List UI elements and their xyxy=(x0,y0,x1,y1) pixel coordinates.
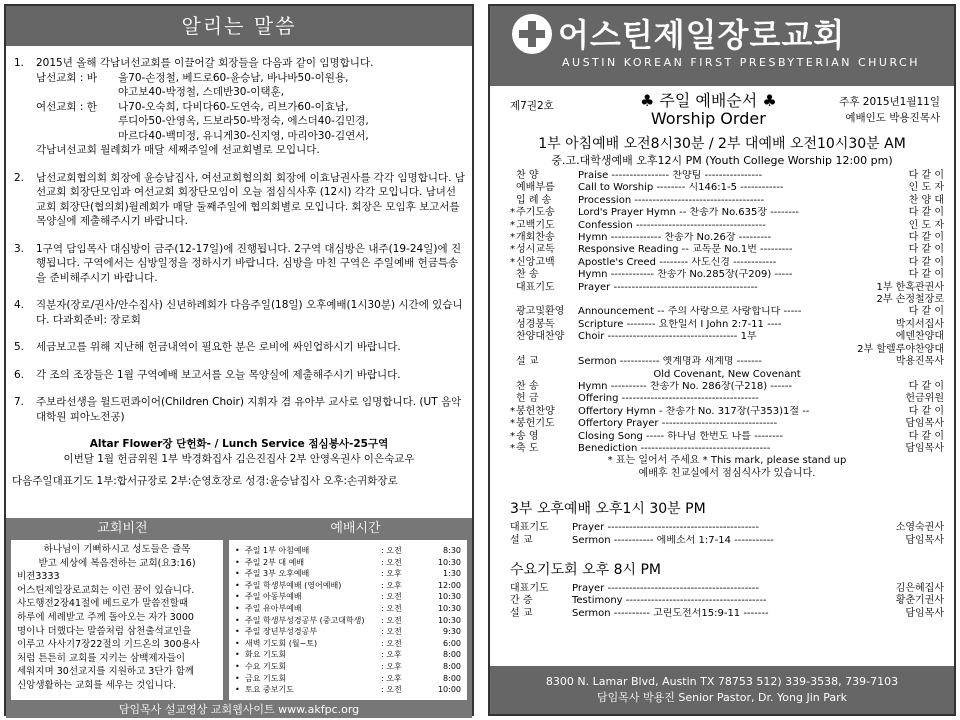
vision-line: 사도행전2장41절에 베드로가 말씀전할때 xyxy=(17,598,189,610)
men-line: 울70-손정철, 베드로60-윤승남, 바나바50-이원용, xyxy=(118,71,349,84)
announcements-panel xyxy=(4,4,474,716)
sermon-title-en: Old Covenant, New Covenant xyxy=(653,368,801,380)
order-item: * 주기도송 Lord's Prayer Hymn -- 찬송가 No.635장 -------- 다 같 이 xyxy=(510,207,944,219)
afternoon-order-list xyxy=(490,520,954,547)
order-item: * 성시교독 Responsive Reading -- 교독문 No.1번 --------- 다 같 이 xyxy=(510,244,944,256)
worship-order-title: ♣ 주일 예배순서 ♣ xyxy=(640,91,777,110)
church-vision-box xyxy=(11,540,223,700)
order-item: 대표기도 Prayer ---------------------------------------- 1부 한혹관권사 xyxy=(516,281,944,293)
notice-text: 세금보고를 위해 지난해 헌금내역이 필요한 분은 로비에 싸인업하시기 바랍니다. xyxy=(36,341,401,353)
order-item: 입 례 송 Procession ------------------------------------ 찬 양 대 xyxy=(516,194,944,206)
vision-line: 받고 세상에 복음전하는 교회(요3:16) xyxy=(38,557,196,569)
order-item: * 송 영 Closing Song ----- 하나님 한번도 나를 -------- 다 같 이 xyxy=(510,430,944,442)
church-name-korean: 어스틴제일장로교회 xyxy=(558,16,846,54)
order-item: 찬 송 Hymn ---------- 찬송가 No. 286장(구218) ------ 다 같 이 xyxy=(516,380,944,392)
church-address: 8300 N. Lamar Blvd, Austin TX 78753 512) 339-3538, 739-7103 xyxy=(545,675,899,688)
order-item: 예배부름 Call to Worship -------- 시146:1-5 ------------ 인 도 자 xyxy=(516,182,944,194)
prayer-2nd-service: 2부 손정철장로 xyxy=(876,294,944,306)
order-item: 헌 금 Offering -------------------------------------- 헌금위원 xyxy=(516,393,944,405)
main-service-title: 1부 아침예배 오전8시30분 / 2부 대예배 오전10시30분 AM xyxy=(538,136,906,152)
notice-text: 각남녀선교회 월례회가 매달 세째주일에 선교회별로 모입니다. xyxy=(36,144,320,156)
bulletin-info xyxy=(490,86,954,132)
notice-item xyxy=(14,242,466,286)
order-item: 설 교 Sermon ----------- 에베소서 1:7-14 ----------- 담임목사 xyxy=(510,534,944,546)
time-row: • 주일 학생부성경공부 (중고대학생) : 오전 10:30 xyxy=(235,615,461,625)
vision-line: 신앙생활하는 교회를 세우는 것입니다. xyxy=(17,679,176,691)
notice-text: 직분자(장로/권사/안수집사) 신년하례회가 다음주일(18일) 오후예배(1시30분) 시간에 있습니다. 다과회준비: 장로회 xyxy=(36,299,463,326)
time-row: • 새벽 기도회 (월~토) : 오전 6:00 xyxy=(235,638,461,648)
worship-times-box xyxy=(229,540,467,700)
church-footer xyxy=(490,666,954,714)
time-row: • 주일 유아부예배 : 오전 10:30 xyxy=(235,603,461,613)
vision-line: 세워지며 30선교지를 지원하고 3단가 함께 xyxy=(17,666,195,678)
notice-text: 남선교회협의회 회장에 윤승남집사, 여선교회협의회 회장에 이효남권사를 각각 임명합니다. 남선교회 회장단모임과 여선교회 회장단모임이 오늘 점심식사후 (12시) 각각 모입니다. 남녀선교회 회장단(협의회)월례회가 매달 둘째주일에 협의회별로 모입니다. 회장은 모임후 보고서를 목양실에 제출해주시기 바랍니다. xyxy=(36,171,465,227)
notice-item xyxy=(14,298,466,327)
notice-number: 7. xyxy=(14,396,25,408)
order-item: 대표기도 Prayer ------------------------------------------ 김은혜집사 xyxy=(510,582,944,594)
vision-line: 이루고 사사기7장22절의 기드온의 300용사 xyxy=(17,639,200,651)
notice-item xyxy=(14,340,466,355)
bulletin-date: 주후 2015년1월11일 xyxy=(839,96,940,108)
men-line: 야고보40-박정철, 스데반30-이택훈, xyxy=(118,86,285,98)
notice-item xyxy=(14,56,466,158)
vision-line: 어스틴제일장로교회는 이런 꿈이 있습니다. xyxy=(17,584,195,596)
order-item: 찬양대찬양 Choir ------------------------------------ 1부 에덴찬양대 xyxy=(516,331,944,343)
next-week-prayer: 다음주일대표기도 1부:합서규장로 2부:순영호장로 성경:윤승남집사 오후:손귀화장로 xyxy=(12,475,398,487)
order-item: * 신앙고백 Apostle's Creed -------- 사도신경 ------------ 다 같 이 xyxy=(510,256,944,268)
notice-item xyxy=(14,368,466,383)
time-row: • 수요 기도회 : 오후 8:00 xyxy=(235,661,461,671)
worship-times-heading: 예배시간 xyxy=(330,521,381,536)
time-row: • 토요 중보기도 : 오전 10:00 xyxy=(235,685,461,695)
notice-number: 5. xyxy=(14,341,25,353)
order-item: * 봉헌기도 Offertory Prayer -------------------------------- 담임목사 xyxy=(510,418,944,430)
worship-order-list xyxy=(490,168,954,480)
notice-item xyxy=(14,171,466,229)
website-footer: 담임목사 설교영상 교회웹사이트 www.akfpc.org xyxy=(118,703,360,716)
notice-list xyxy=(6,46,472,424)
time-row: • 주일 1부 아침예배 : 오전 8:30 xyxy=(235,546,461,555)
women-line: 루디아50-안영옥, 드보라50-박정숙, 에스더40-김민경, xyxy=(118,115,369,127)
notice-number: 3. xyxy=(14,242,25,255)
time-row: • 주일 2부 대 예배 : 오전 10:30 xyxy=(235,557,461,567)
order-item: 간 증 Testimony --------------------------------------- 황춘기권사 xyxy=(510,595,944,607)
order-item: 성경봉독 Scripture -------- 요한일서 I John 2:7-11 ---- 박지서집사 xyxy=(516,318,944,330)
worship-order-title-en: Worship Order xyxy=(650,109,766,128)
notice-text: 1구역 담임목사 대심방이 금주(12-17일)에 진행됩니다. 2구역 대심방은 내주(19-24일)에 진행됩니다. 구역에서는 심방일정을 정하시기 바랍니다. 심방을 마친 구역은 주일예배 헌금특송을 준비해주시기 바랍니다. xyxy=(36,242,462,284)
women-line: 나70-오숙희, 다비다60-도연숙, 리브가60-이효남, xyxy=(118,100,349,113)
order-item: 설 교 Sermon ---------- 고린도전서15:9-11 ------- 담임목사 xyxy=(510,607,944,619)
church-header xyxy=(490,6,954,86)
notice-number: 4. xyxy=(14,299,25,311)
time-row: • 금요 기도회 : 오후 8:00 xyxy=(235,673,461,683)
notice-item xyxy=(14,395,466,424)
order-item: * 개회찬송 Hymn -------------- 찬송가 No.26장 --------- 다 같 이 xyxy=(510,232,944,244)
vision-line: 처럼 튼튼히 교회를 지키는 삼백제자들이 xyxy=(17,652,186,664)
altar-flower-line: Altar Flower장 단헌화- / Lunch Service 점심봉사-25구역 xyxy=(89,438,389,450)
order-item: * 고백기도 Confession ------------------------------------ 인 도 자 xyxy=(510,219,944,231)
announcements-header: 알리는 말씀 xyxy=(6,6,472,46)
time-row: • 주일 아동부예배 : 오전 10:30 xyxy=(235,592,461,602)
vision-line: 하나님이 기뻐하시고 성도들은 즐목 xyxy=(43,544,191,555)
afternoon-service-title: 3부 오후예배 오후1시 30분 PM xyxy=(510,501,706,518)
church-name-english: AUSTIN KOREAN FIRST PRESBYTERIAN CHURCH xyxy=(562,56,921,69)
cross-logo-icon xyxy=(512,14,552,54)
order-item: * 축 도 Benediction ------------------------------------ 담임목사 xyxy=(510,442,944,454)
women-label: 여선교회 : 한 xyxy=(36,100,97,113)
notice-text: 2015년 올해 각남녀선교회를 이끌어갈 회장들을 다음과 같이 임명합니다. xyxy=(36,57,374,69)
time-row: • 주일 학생부예배 (영어예배) : 오후 12:00 xyxy=(235,580,461,590)
choir-2nd-service: 2부 할렐루야찬양대 xyxy=(857,343,944,355)
time-row: • 화요 기도회 : 오후 8:00 xyxy=(235,650,461,660)
notice-number: 2. xyxy=(14,171,25,184)
altar-info xyxy=(6,437,472,467)
vision-line: 하루에 세례받고 주께 돌아오는 자가 3000 xyxy=(17,611,194,623)
worship-leader: 예배인도 박용진목사 xyxy=(845,112,940,124)
time-row: • 주일 3부 오후예배 : 오후 1:30 xyxy=(235,569,461,579)
order-item: * 봉헌찬양 Offertory Hymn - 찬송가 No. 317장(구353)1절 -- 다 같 이 xyxy=(510,405,944,417)
order-item: 찬 양 Praise ---------------- 찬양팀 ---------------- 다 같 이 xyxy=(516,170,944,181)
women-line: 마르다40-백미정, 유니게30-신지영, 마리아30-김연서, xyxy=(118,129,369,142)
time-row: • 주일 장년부성경공부 : 오전 9:30 xyxy=(235,627,461,637)
order-item: 찬 송 Hymn ------------ 찬송가 No.285장(구209) ----- 다 같 이 xyxy=(516,269,944,281)
order-item: 설 교 Sermon ----------- 옛계명과 새계명 ------- 박용진목사 xyxy=(516,356,944,368)
stand-up-note: * 표는 일어서 주세요 * This mark, please stand up xyxy=(607,455,847,467)
order-item: 대표기도 Prayer ------------------------------------------ 소영숙권사 xyxy=(510,522,944,534)
wednesday-order-list xyxy=(490,581,954,620)
vision-line: 비젼3333 xyxy=(17,571,60,583)
notice-number: 1. xyxy=(14,57,25,69)
youth-service-subtitle: 중.고.대학생예배 오후12시 PM (Youth College Worship 12:00 pm) xyxy=(551,154,893,167)
vision-times-section xyxy=(6,518,472,718)
wednesday-service-title: 수요기도회 오후 8시 PM xyxy=(510,561,661,578)
offering-committee-line: 이번달 1월 헌금위원 1부 박경화집사 김은진집사 2부 안영옥권사 이은숙교우 xyxy=(63,453,415,465)
volume-number: 제7권2호 xyxy=(510,100,554,112)
notice-text: 주보라선생을 윌드펀콰이어(Children Choir) 지휘자 겸 유아부 교사로 임명합니다. (UT 음악대학원 피아노전공) xyxy=(36,396,462,423)
worship-order-panel xyxy=(488,4,956,716)
notice-number: 6. xyxy=(14,368,25,381)
senior-pastor: 담임목사 박용진 Senior Pastor, Dr. Yong Jin Park xyxy=(596,691,848,704)
order-item: 광고및환영 Announcement -- 주의 사랑으로 사랑합니다 ----- 다 같 이 xyxy=(516,306,944,318)
vision-line: 명이나 더했다는 말씀처럼 삼천출석교인을 xyxy=(17,625,192,637)
men-label: 남선교회 : 바 xyxy=(36,71,97,84)
vision-heading: 교회비전 xyxy=(97,521,148,536)
lunch-note: 예배후 친교실에서 점심식사가 있습니다. xyxy=(638,467,816,479)
notice-text: 각 조의 조장들은 1월 구역예배 보고서를 오늘 목양실에 제출해주시기 바랍니다. xyxy=(36,368,401,381)
